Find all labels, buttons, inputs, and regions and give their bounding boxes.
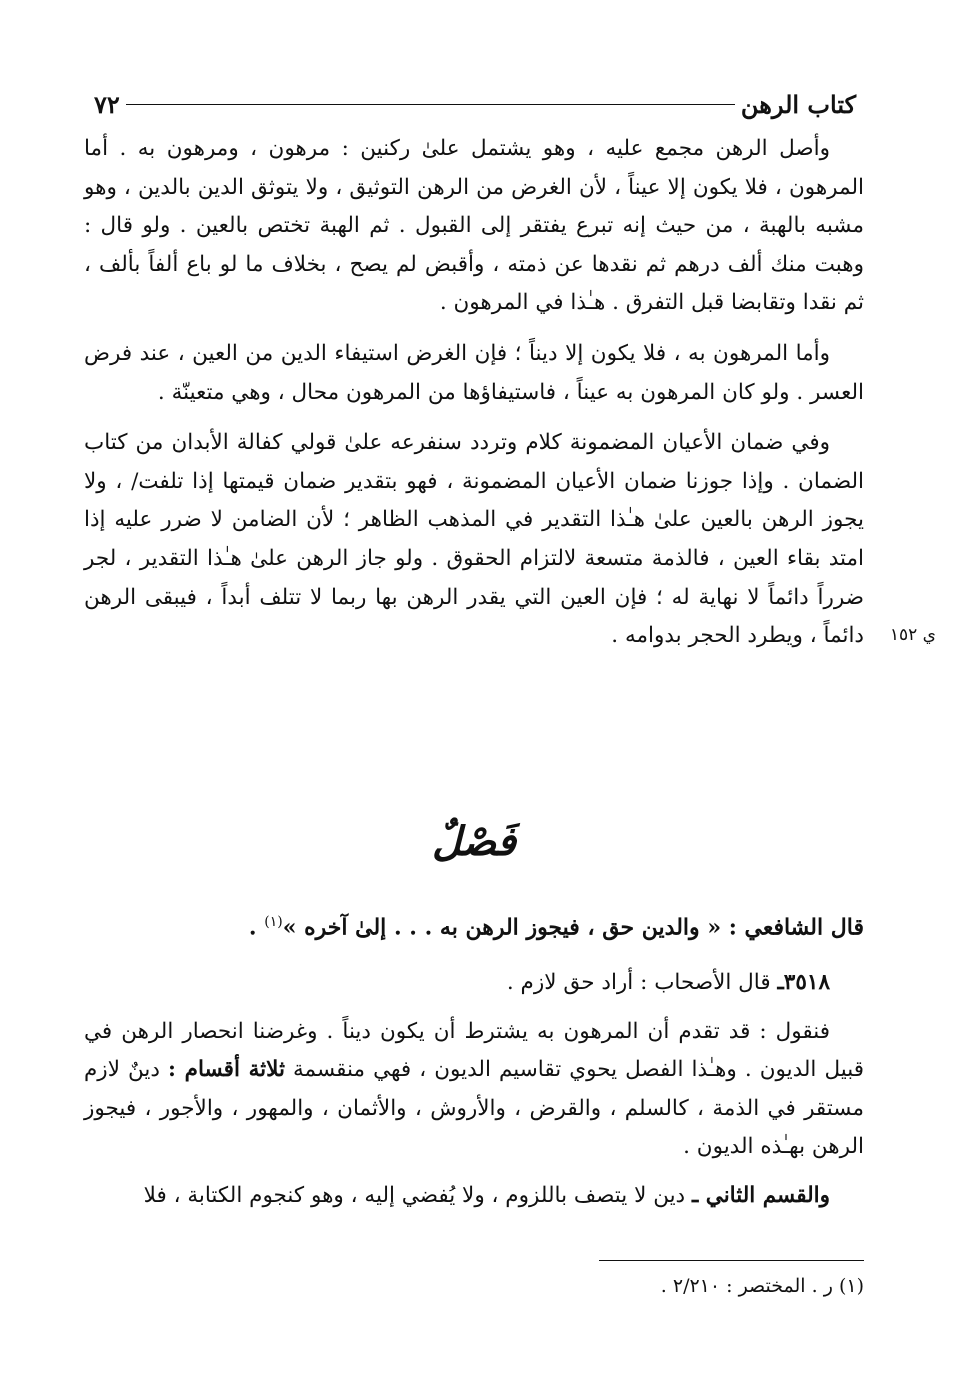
quote-text: قال الشافعي : « والدين حق ، فيجوز الرهن به . . . إلىٰ آخره » — [282, 914, 864, 941]
running-header — [84, 84, 864, 124]
shafii-quote: قال الشافعي : « والدين حق ، فيجوز الرهن به . . . إلىٰ آخره »$^{(١)}$ . — [248, 914, 864, 941]
header-rule — [126, 104, 735, 105]
paragraph-5 — [84, 1177, 864, 1216]
paragraph-4-end: دينٌ لازم مستقر في الذمة ، كالسلم ، والقرض ، والأروش ، والأثمان ، والمهور ، والأجور ، فيجوز الرهن بهـٰذه الديون . — [84, 1057, 864, 1160]
footnote-divider — [599, 1260, 864, 1261]
paragraph-3: وفي ضمان الأعيان المضمونة كلام وتردد سنفرعه علىٰ قولي كفالة الأبدان من كتاب الضمان . وإذا جوزنا ضمان الأعيان المضمونة ، فهو بتقدير ضمان قيمتها إذا تلفت/ ، ولا يجوز الرهن بالعين علىٰ هـٰذا التقدير في المذهب الظاهر ؛ لأن الضامن لا ضرر عليه إذا امتد بقاء العين ، فالذمة متسعة لالتزام الحقوق . ولو جاز الرهن علىٰ هـٰذا التقدير ، لجر ضرراً دائماً لا نهاية له ؛ فإن العين التي يقدر الرهن بها ربما لا تتلف أبداً ، فيبقى الرهن دائماً ، ويطرد الحجر بدوامه . — [84, 430, 864, 649]
paragraph-number: ٣٥١٨ـ — [777, 970, 830, 995]
numbered-paragraph-text: قال الأصحاب : أراد حق لازم . — [506, 970, 771, 995]
numbered-paragraph — [84, 964, 864, 1003]
paragraph-5-bold: والقسم الثاني ـ — [691, 1182, 830, 1208]
page-number: ٧٢ — [94, 89, 120, 119]
main-text — [84, 130, 864, 668]
footnote-mark: (١) — [838, 1275, 864, 1297]
header-title: كتاب الرهن — [740, 89, 856, 119]
paragraph-5-text: دين لا يتصف باللزوم ، ولا يُفضي إليه ، وهو كنجوم الكتابة ، فلا — [143, 1182, 686, 1208]
margin-manuscript-ref: ي ١٥٢ — [889, 625, 936, 645]
paragraph-2: وأما المرهون به ، فلا يكون إلا ديناً ؛ فإن الغرض استيفاء الدين من العين ، عند فرض العسر . ولو كان المرهون به عيناً ، فاستيفاؤها من المرهون محال ، وهي متعينّة . — [84, 340, 864, 405]
footnote-marker: (١) — [264, 914, 283, 930]
footnote — [661, 1275, 864, 1297]
section-heading-text: فَصْلٌ — [431, 818, 517, 865]
paragraph-4 — [84, 1013, 864, 1167]
book-page — [84, 70, 936, 1370]
paragraph-4-start: فنقول : قد تقدم أن المرهون به يشترط أن يكون ديناً . وغرضنا انحصار الرهن في قبيل الديون . وهـٰذا الفصل يحوي تقاسيم الديون ، فهي منقسمة — [84, 1018, 864, 1083]
paragraph-1: وأصل الرهن مجمع عليه ، وهو يشتمل علىٰ ركنين : مرهون ، ومرهون به . أما المرهون ، فلا يكون إلا عيناً ، لأن الغرض من الرهن التوثيق ، ولا يتوثق الدين بالدين ، وهو مشبه بالهبة ، من حيث إنه تبرع يفتقر إلى القبول . ثم الهبة تختص بالعين . ولو قال : وهبت منك ألف درهم ثم نقدها عن ذمته ، وأقبض لم يصح ، بخلاف ما لو باع ألفاً بألف ، ثم نقدا وتقابضا قبل التفرق . هـٰذا في المرهون . — [84, 136, 864, 316]
paragraph-4-bold: ثلاثة أقسام : — [168, 1057, 285, 1083]
footnote-text: ر . المختصر : ٢/٢١٠ . — [660, 1275, 833, 1297]
commentary-text — [84, 964, 864, 1226]
section-heading — [84, 818, 864, 865]
